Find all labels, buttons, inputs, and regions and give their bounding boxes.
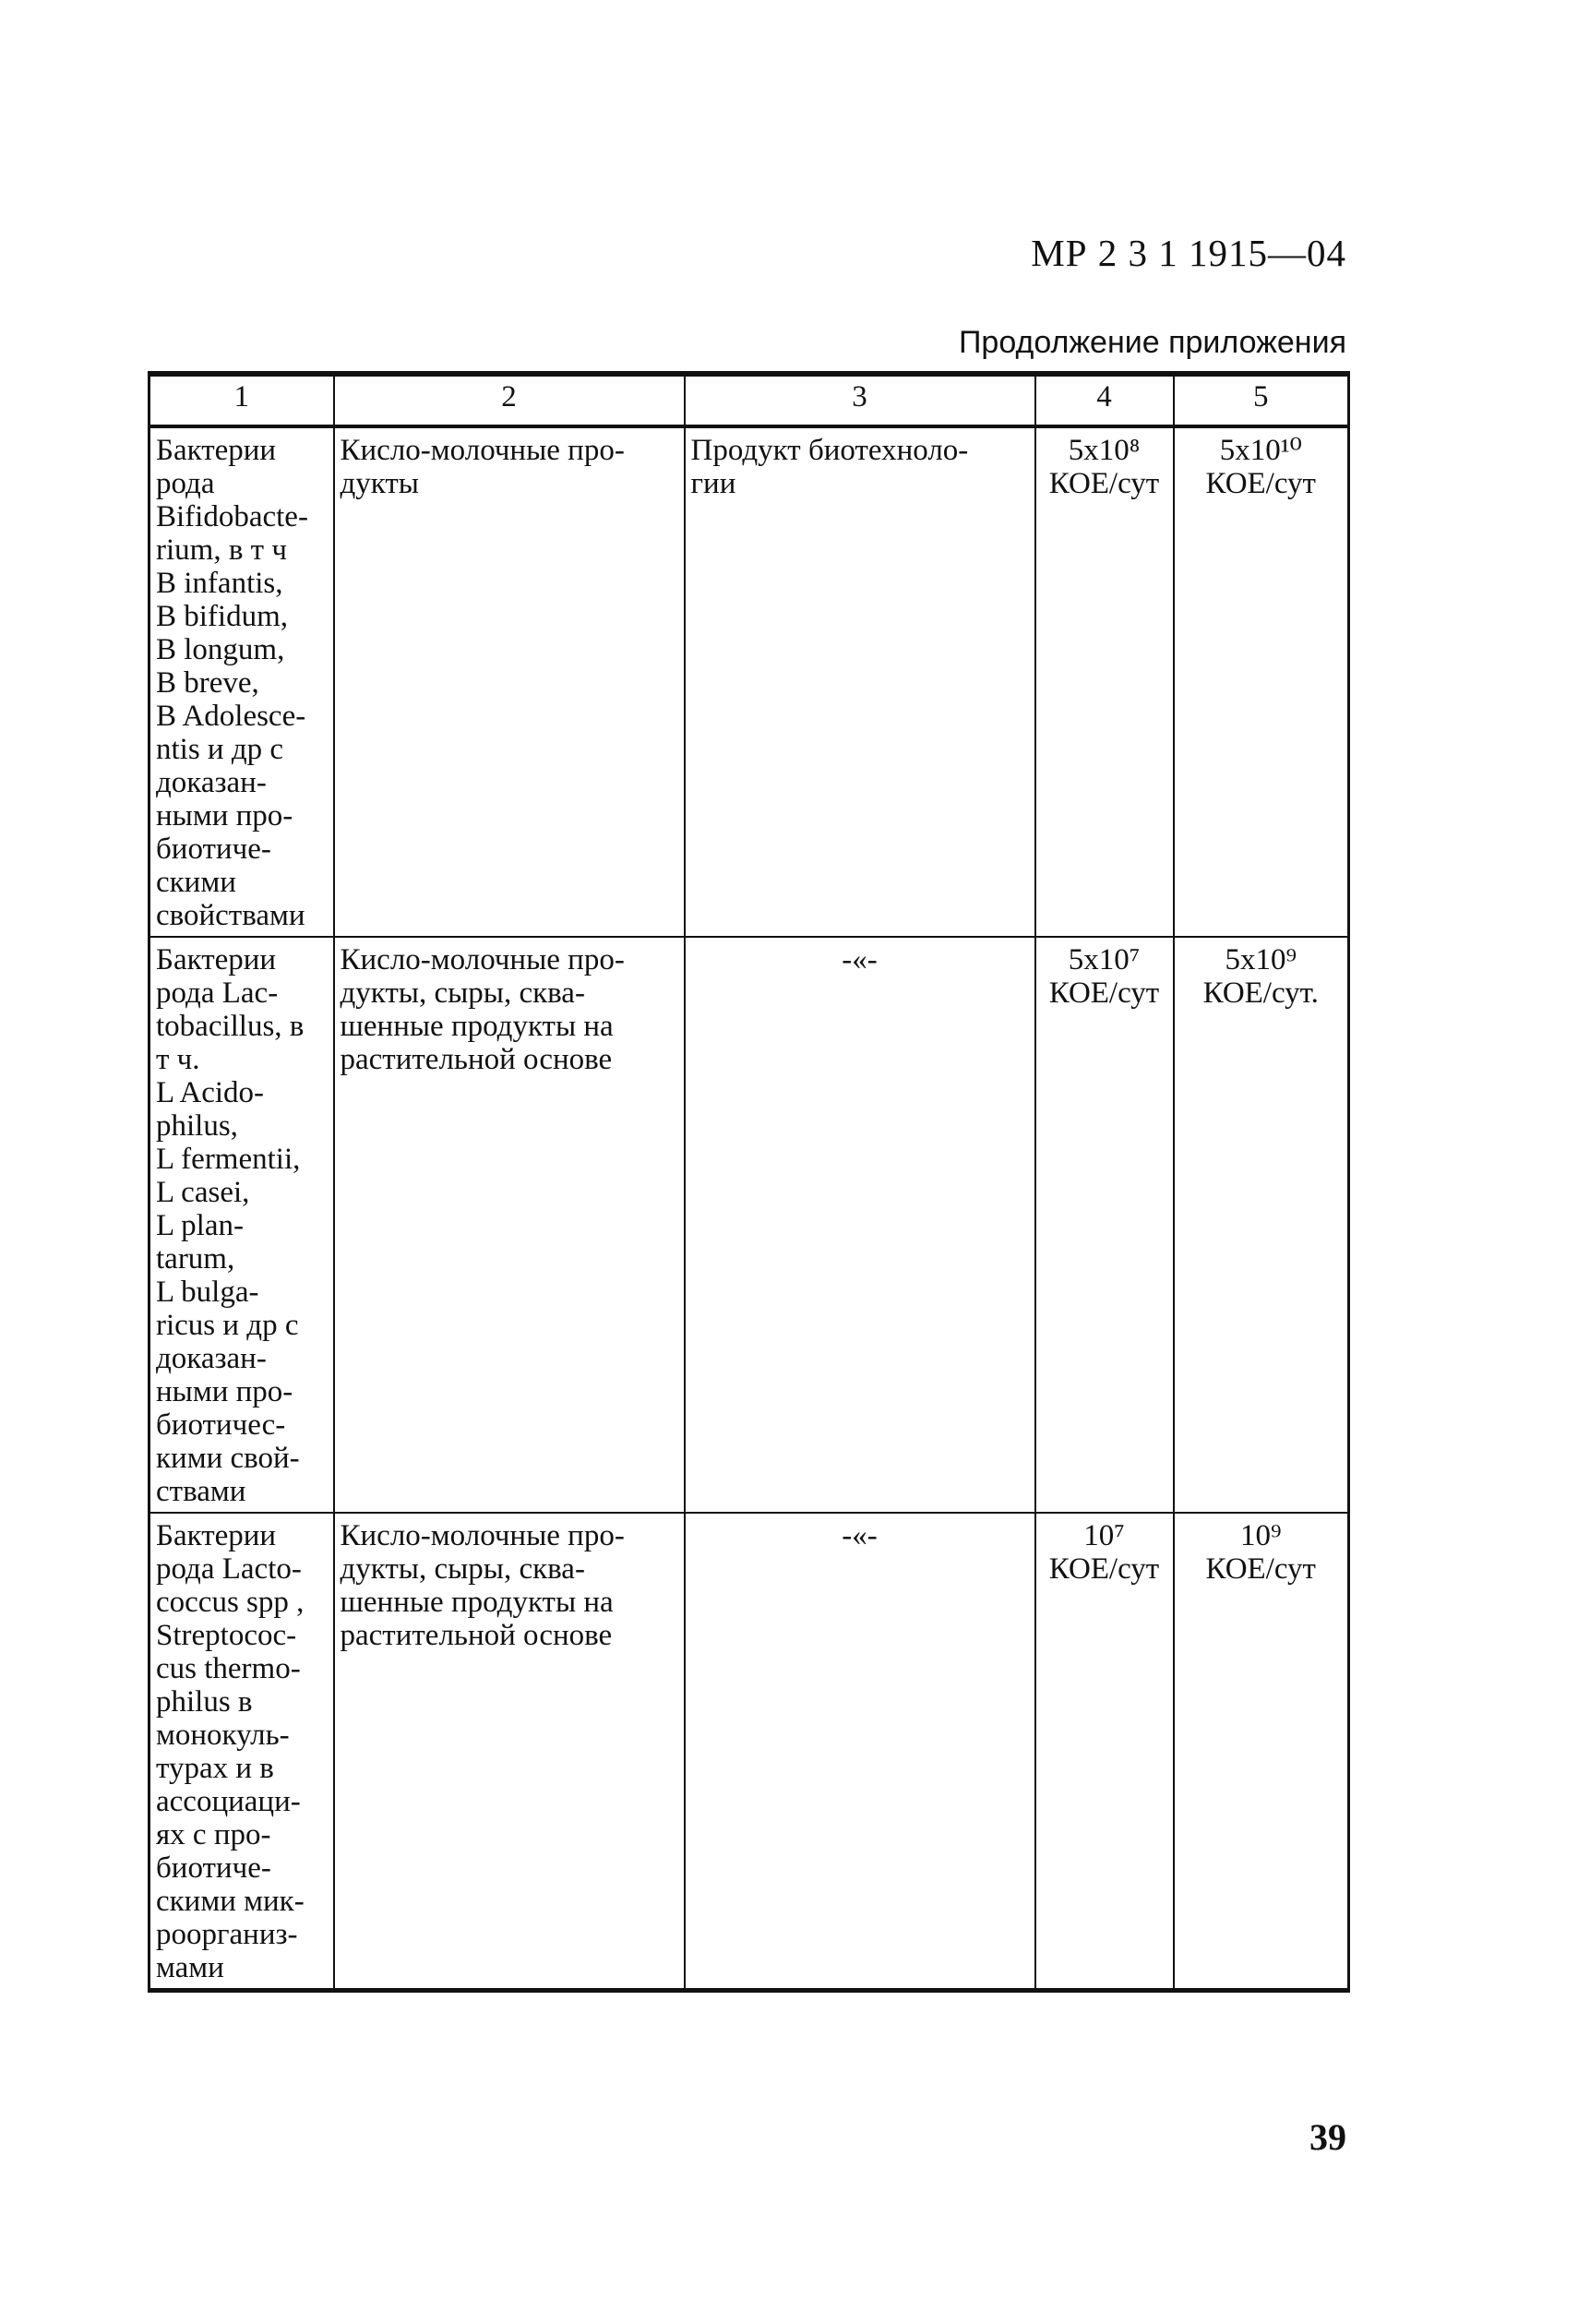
column-header: 3	[685, 374, 1035, 426]
table-row	[149, 937, 1349, 1513]
max-dose-value: 5x10⁹ КОЕ/сут.	[1202, 943, 1319, 1010]
table-row	[149, 1513, 1349, 1991]
source-cell	[685, 426, 1035, 937]
products-text: Кисло-молочные про- дукты, сыры, сква- шенные продукты на растительной основе	[340, 943, 625, 1076]
column-header: 4	[1035, 374, 1174, 426]
min-dose-cell	[1035, 426, 1174, 937]
source-text: -«-	[842, 1519, 878, 1552]
min-dose-cell	[1035, 937, 1174, 1513]
continuation-label: Продолжение приложения	[958, 325, 1346, 360]
document-code: МР 2 3 1 1915—04	[1031, 232, 1346, 274]
min-dose-value: 10⁷ КОЕ/сут	[1048, 1519, 1160, 1586]
table-header-row	[149, 374, 1349, 426]
min-dose-cell	[1035, 1513, 1174, 1991]
products-cell	[334, 426, 685, 937]
max-dose-cell	[1174, 937, 1349, 1513]
source-text: Продукт биотехноло- гии	[690, 434, 969, 500]
bacteria-cell	[149, 426, 334, 937]
max-dose-cell	[1174, 1513, 1349, 1991]
max-dose-cell	[1174, 426, 1349, 937]
bacteria-cell	[149, 937, 334, 1513]
min-dose-value: 5x10⁷ КОЕ/сут	[1048, 943, 1160, 1010]
table-row	[149, 426, 1349, 937]
bacteria-text: Бактерии рода Lacto- coccus spp , Streptococ- cus thermo- philus в монокуль- турах и в ассоциаци- ях с про- биотиче- скими мик- роорганиз- мами	[156, 1519, 305, 1984]
appendix-table	[148, 371, 1350, 1993]
products-text: Кисло-молочные про- дукты	[340, 434, 625, 500]
bacteria-text: Бактерии рода Lac- tobacillus, в т ч. L Acido- philus, L fermentii, L casei, L plan- tarum, L bulga- ricus и др с доказан- ными про- биотичес- кими свой- ствами	[156, 943, 305, 1508]
bacteria-cell	[149, 1513, 334, 1991]
max-dose-value: 10⁹ КОЕ/сут	[1205, 1519, 1316, 1586]
column-header: 2	[334, 374, 685, 426]
column-header: 1	[149, 374, 334, 426]
max-dose-value: 5x10¹⁰ КОЕ/сут	[1205, 434, 1316, 500]
source-cell	[685, 937, 1035, 1513]
products-cell	[334, 1513, 685, 1991]
products-cell	[334, 937, 685, 1513]
page-number: 39	[1309, 2116, 1346, 2158]
source-text: -«-	[842, 943, 878, 976]
source-cell	[685, 1513, 1035, 1991]
min-dose-value: 5x10⁸ КОЕ/сут	[1048, 434, 1160, 500]
bacteria-text: Бактерии рода Bifidobacte- rium, в т ч B infantis, B bifidum, B longum, B breve, B Adolesce- ntis и др с доказан- ными про- биотиче- скими свойствами	[156, 434, 308, 932]
column-header: 5	[1174, 374, 1349, 426]
products-text: Кисло-молочные про- дукты, сыры, сква- шенные продукты на растительной основе	[340, 1519, 625, 1652]
